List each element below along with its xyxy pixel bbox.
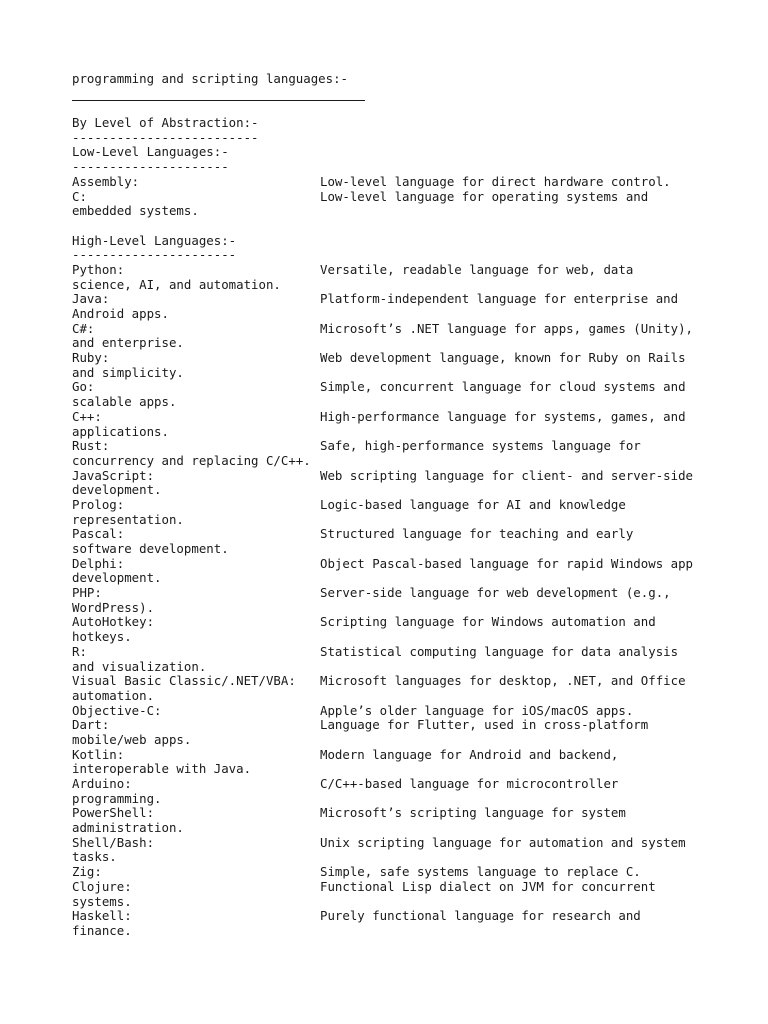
language-entry <box>72 836 712 865</box>
entry-first-line <box>72 836 712 851</box>
spacer <box>72 219 712 234</box>
language-description: Microsoft’s scripting language for system <box>320 805 626 821</box>
high-level-list <box>72 263 712 939</box>
language-description-continuation: and enterprise. <box>72 335 184 351</box>
language-name: PowerShell: <box>72 805 155 821</box>
language-entry <box>72 190 712 219</box>
language-name: Clojure: <box>72 878 132 894</box>
language-entry <box>72 292 712 321</box>
entry-first-line <box>72 527 712 542</box>
spacer <box>72 101 712 116</box>
language-description: Platform-independent language for enterprise and <box>320 291 679 307</box>
language-entry <box>72 410 712 439</box>
language-description: Unix scripting language for automation and system <box>320 834 686 850</box>
language-entry <box>72 777 712 806</box>
language-name: Python: <box>72 261 125 277</box>
language-name: PHP: <box>72 585 102 601</box>
language-entry <box>72 674 712 703</box>
language-description-continuation: finance. <box>72 922 132 938</box>
language-entry <box>72 909 712 938</box>
language-description: Functional Lisp dialect on JVM for concurrent <box>320 878 656 894</box>
language-description-continuation: automation. <box>72 687 155 703</box>
language-description-continuation: development. <box>72 482 162 498</box>
language-name: Objective-C: <box>72 702 162 718</box>
language-name: Delphi: <box>72 555 125 571</box>
language-description-continuation: Android apps. <box>72 306 169 321</box>
language-entry <box>72 865 712 880</box>
entry-first-line <box>72 498 712 513</box>
language-description: Microsoft’s .NET language for apps, games (Unity), <box>320 320 693 336</box>
language-description-continuation: mobile/web apps. <box>72 731 192 747</box>
language-description-continuation: and visualization. <box>72 658 207 674</box>
language-name: Dart: <box>72 717 110 733</box>
language-entry <box>72 469 712 498</box>
language-name: C: <box>72 188 87 204</box>
language-name: Zig: <box>72 864 102 880</box>
language-description: High-performance language for systems, games, and <box>320 408 686 424</box>
high-level-rule: ---------------------- <box>72 247 237 263</box>
language-description-continuation: concurrency and replacing C/C++. <box>72 452 311 468</box>
language-name: Pascal: <box>72 526 125 542</box>
entry-first-line <box>72 806 712 821</box>
entry-first-line <box>72 880 712 895</box>
language-description-continuation: programming. <box>72 790 162 806</box>
language-entry <box>72 263 712 292</box>
language-entry <box>72 645 712 674</box>
entry-first-line <box>72 615 712 630</box>
language-name: JavaScript: <box>72 467 155 483</box>
language-name: Kotlin: <box>72 746 125 762</box>
entry-first-line <box>72 586 712 601</box>
language-entry <box>72 351 712 380</box>
language-entry <box>72 880 712 909</box>
low-level-heading: Low-Level Languages:- <box>72 144 229 160</box>
language-name: Assembly: <box>72 173 140 189</box>
language-description-continuation: science, AI, and automation. <box>72 276 281 292</box>
title-underline <box>72 87 365 102</box>
language-description: Purely functional language for research and <box>320 908 641 924</box>
language-description: Safe, high-performance systems language for <box>320 438 641 454</box>
language-description: Scripting language for Windows automation and <box>320 614 656 630</box>
language-description: Server-side language for web development (e.g., <box>320 585 671 601</box>
entry-first-line <box>72 704 712 719</box>
language-name: Ruby: <box>72 350 110 366</box>
entry-first-line <box>72 748 712 763</box>
language-description: Logic-based language for AI and knowledge <box>320 496 626 512</box>
language-entry <box>72 557 712 586</box>
entry-first-line <box>72 263 712 278</box>
language-description: Microsoft languages for desktop, .NET, and Office <box>320 673 686 689</box>
document-title: programming and scripting languages:- <box>72 71 349 86</box>
language-description: C/C++-based language for microcontroller <box>320 776 619 791</box>
language-name: Haskell: <box>72 908 132 924</box>
entry-first-line <box>72 351 712 366</box>
language-description-continuation: systems. <box>72 893 132 909</box>
entry-first-line <box>72 469 712 484</box>
language-name: Visual Basic Classic/.NET/VBA: <box>72 673 296 689</box>
language-entry <box>72 527 712 556</box>
language-entry <box>72 748 712 777</box>
language-entry <box>72 439 712 468</box>
language-name: Java: <box>72 291 110 307</box>
language-description-continuation: and simplicity. <box>72 364 184 380</box>
entry-first-line <box>72 718 712 733</box>
language-entry <box>72 498 712 527</box>
section-heading-rule: ------------------------- <box>72 129 259 145</box>
language-description: Low-level language for operating systems and <box>320 188 649 204</box>
language-name: R: <box>72 643 87 659</box>
entry-first-line <box>72 909 712 924</box>
language-name: C++: <box>72 408 102 424</box>
entry-first-line <box>72 865 712 880</box>
entry-first-line <box>72 380 712 395</box>
low-level-list <box>72 175 712 219</box>
language-description: Structured language for teaching and early <box>320 526 634 542</box>
language-description-continuation: hotkeys. <box>72 629 132 645</box>
low-level-rule: --------------------- <box>72 159 229 175</box>
language-name: Shell/Bash: <box>72 834 155 850</box>
entry-first-line <box>72 322 712 337</box>
language-description-continuation: development. <box>72 570 162 586</box>
language-description: Statistical computing language for data analysis <box>320 643 679 659</box>
language-entry <box>72 615 712 644</box>
language-name: Rust: <box>72 438 110 454</box>
language-description-continuation: scalable apps. <box>72 394 177 410</box>
language-description: Versatile, readable language for web, data <box>320 261 634 277</box>
language-entry <box>72 806 712 835</box>
language-entry <box>72 704 712 719</box>
language-description-continuation: applications. <box>72 423 169 439</box>
language-description: Web scripting language for client- and server-side <box>320 467 693 483</box>
language-entry <box>72 586 712 615</box>
entry-first-line <box>72 190 712 205</box>
language-entry <box>72 322 712 351</box>
language-entry <box>72 380 712 409</box>
language-name: Go: <box>72 379 95 395</box>
entry-first-line <box>72 292 712 307</box>
language-description-continuation: interoperable with Java. <box>72 761 252 777</box>
language-name: AutoHotkey: <box>72 614 155 630</box>
language-description: Object Pascal-based language for rapid Windows app <box>320 555 693 571</box>
language-description-continuation: software development. <box>72 541 229 556</box>
language-description: Low-level language for direct hardware control. <box>320 173 671 189</box>
high-level-heading: High-Level Languages:- <box>72 232 237 248</box>
entry-first-line <box>72 645 712 660</box>
entry-first-line <box>72 410 712 425</box>
language-description-continuation: administration. <box>72 820 184 836</box>
language-entry <box>72 718 712 747</box>
entry-first-line <box>72 674 712 689</box>
language-name: Prolog: <box>72 496 125 512</box>
entry-first-line <box>72 557 712 572</box>
entry-first-line <box>72 439 712 454</box>
language-description-continuation: WordPress). <box>72 599 155 615</box>
language-description: Simple, safe systems language to replace C. <box>320 864 641 880</box>
language-name: C#: <box>72 320 95 336</box>
language-description: Modern language for Android and backend, <box>320 746 619 762</box>
section-heading: By Level of Abstraction:- <box>72 115 259 131</box>
language-name: Arduino: <box>72 776 132 791</box>
language-description: Simple, concurrent language for cloud systems and <box>320 379 686 395</box>
language-description-continuation: representation. <box>72 511 184 527</box>
document-page <box>72 72 712 939</box>
language-description-continuation: tasks. <box>72 849 117 865</box>
entry-first-line <box>72 777 712 792</box>
entry-first-line <box>72 175 712 190</box>
language-entry <box>72 175 712 190</box>
language-description: Language for Flutter, used in cross-platform <box>320 717 649 733</box>
language-description: Apple’s older language for iOS/macOS apps. <box>320 702 634 718</box>
language-description: Web development language, known for Ruby on Rails <box>320 350 686 366</box>
language-description-continuation: embedded systems. <box>72 203 199 219</box>
